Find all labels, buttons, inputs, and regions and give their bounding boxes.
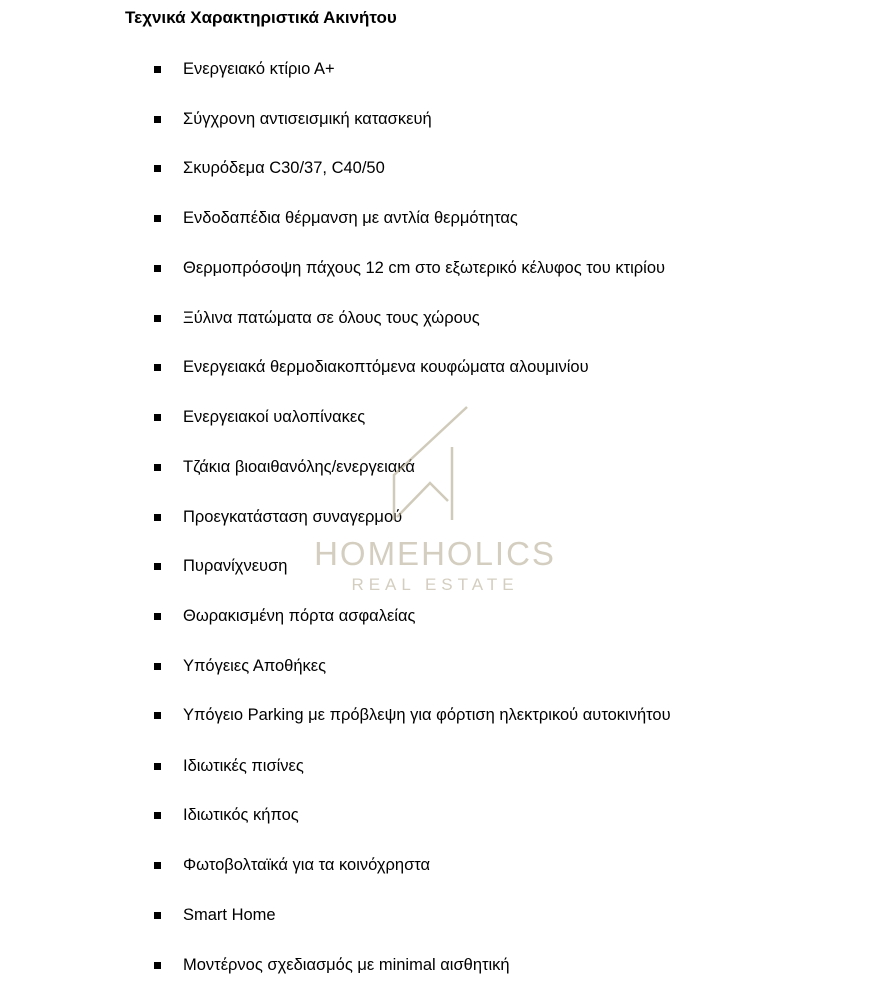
bullet-icon <box>154 364 161 371</box>
list-item-text: Θωρακισμένη πόρτα ασφαλείας <box>183 606 416 625</box>
list-item <box>154 755 304 777</box>
list-item-text: Προεγκατάσταση συναγερμού <box>183 507 403 526</box>
list-item <box>154 555 287 577</box>
list-item-text: Τζάκια βιοαιθανόλης/ενεργειακά <box>183 457 415 476</box>
bullet-icon <box>154 712 161 719</box>
list-item <box>154 406 365 428</box>
watermark-brand: HOMEHOLICS <box>314 535 556 572</box>
list-item <box>154 58 335 80</box>
list-item <box>154 257 665 279</box>
list-item-text: Σκυρόδεμα C30/37, C40/50 <box>183 158 385 177</box>
list-item-text: Πυρανίχνευση <box>183 556 288 575</box>
bullet-icon <box>154 912 161 919</box>
list-item-text: Ιδιωτικές πισίνες <box>183 756 304 775</box>
list-item-text: Υπόγειες Αποθήκες <box>183 656 327 675</box>
list-item <box>154 157 385 179</box>
list-item-text: Υπόγειο Parking με πρόβλεψη για φόρτιση ηλεκτρικού αυτοκινήτου <box>183 705 671 724</box>
list-item-text: Smart Home <box>183 905 276 924</box>
list-item-text: Ιδιωτικός κήπος <box>183 805 299 824</box>
list-item <box>154 506 402 528</box>
document-title: Τεχνικά Χαρακτηριστικά Ακινήτου <box>125 8 397 27</box>
list-item-text: Φωτοβολταϊκά για τα κοινόχρηστα <box>183 855 431 874</box>
list-item-text: Ξύλινα πατώματα σε όλους τους χώρους <box>183 308 480 327</box>
list-item <box>154 904 276 926</box>
list-item <box>154 605 415 627</box>
bullet-icon <box>154 763 161 770</box>
bullet-icon <box>154 812 161 819</box>
bullet-icon <box>154 315 161 322</box>
bullet-icon <box>154 613 161 620</box>
list-item <box>154 804 299 826</box>
watermark-subtitle: REAL ESTATE <box>351 575 519 594</box>
bullet-icon <box>154 862 161 869</box>
bullet-icon <box>154 962 161 969</box>
list-item-text: Μοντέρνος σχεδιασμός με minimal αισθητική <box>183 955 510 974</box>
list-item <box>154 307 480 329</box>
list-item <box>154 356 589 378</box>
bullet-icon <box>154 514 161 521</box>
list-item-text: Θερμοπρόσοψη πάχους 12 cm στο εξωτερικό κέλυφος του κτιρίου <box>183 258 666 277</box>
bullet-icon <box>154 165 161 172</box>
list-item <box>154 207 518 229</box>
list-item-text: Ενεργειακό κτίριο Α+ <box>183 59 335 78</box>
bullet-icon <box>154 265 161 272</box>
bullet-icon <box>154 116 161 123</box>
bullet-icon <box>154 215 161 222</box>
list-item-text: Ενδοδαπέδια θέρμανση με αντλία θερμότητας <box>183 208 518 227</box>
list-item <box>154 954 510 976</box>
list-item-text: Σύγχρονη αντισεισμική κατασκευή <box>183 109 432 128</box>
bullet-icon <box>154 464 161 471</box>
list-item <box>154 108 432 130</box>
list-item-text: Ενεργειακά θερμοδιακοπτόμενα κουφώματα αλουμινίου <box>183 357 589 376</box>
bullet-icon <box>154 414 161 421</box>
list-item <box>154 704 671 726</box>
bullet-icon <box>154 663 161 670</box>
list-item <box>154 655 326 677</box>
list-item-text: Ενεργειακοί υαλοπίνακες <box>183 407 366 426</box>
list-item <box>154 456 415 478</box>
bullet-icon <box>154 563 161 570</box>
list-item <box>154 854 430 876</box>
bullet-icon <box>154 66 161 73</box>
